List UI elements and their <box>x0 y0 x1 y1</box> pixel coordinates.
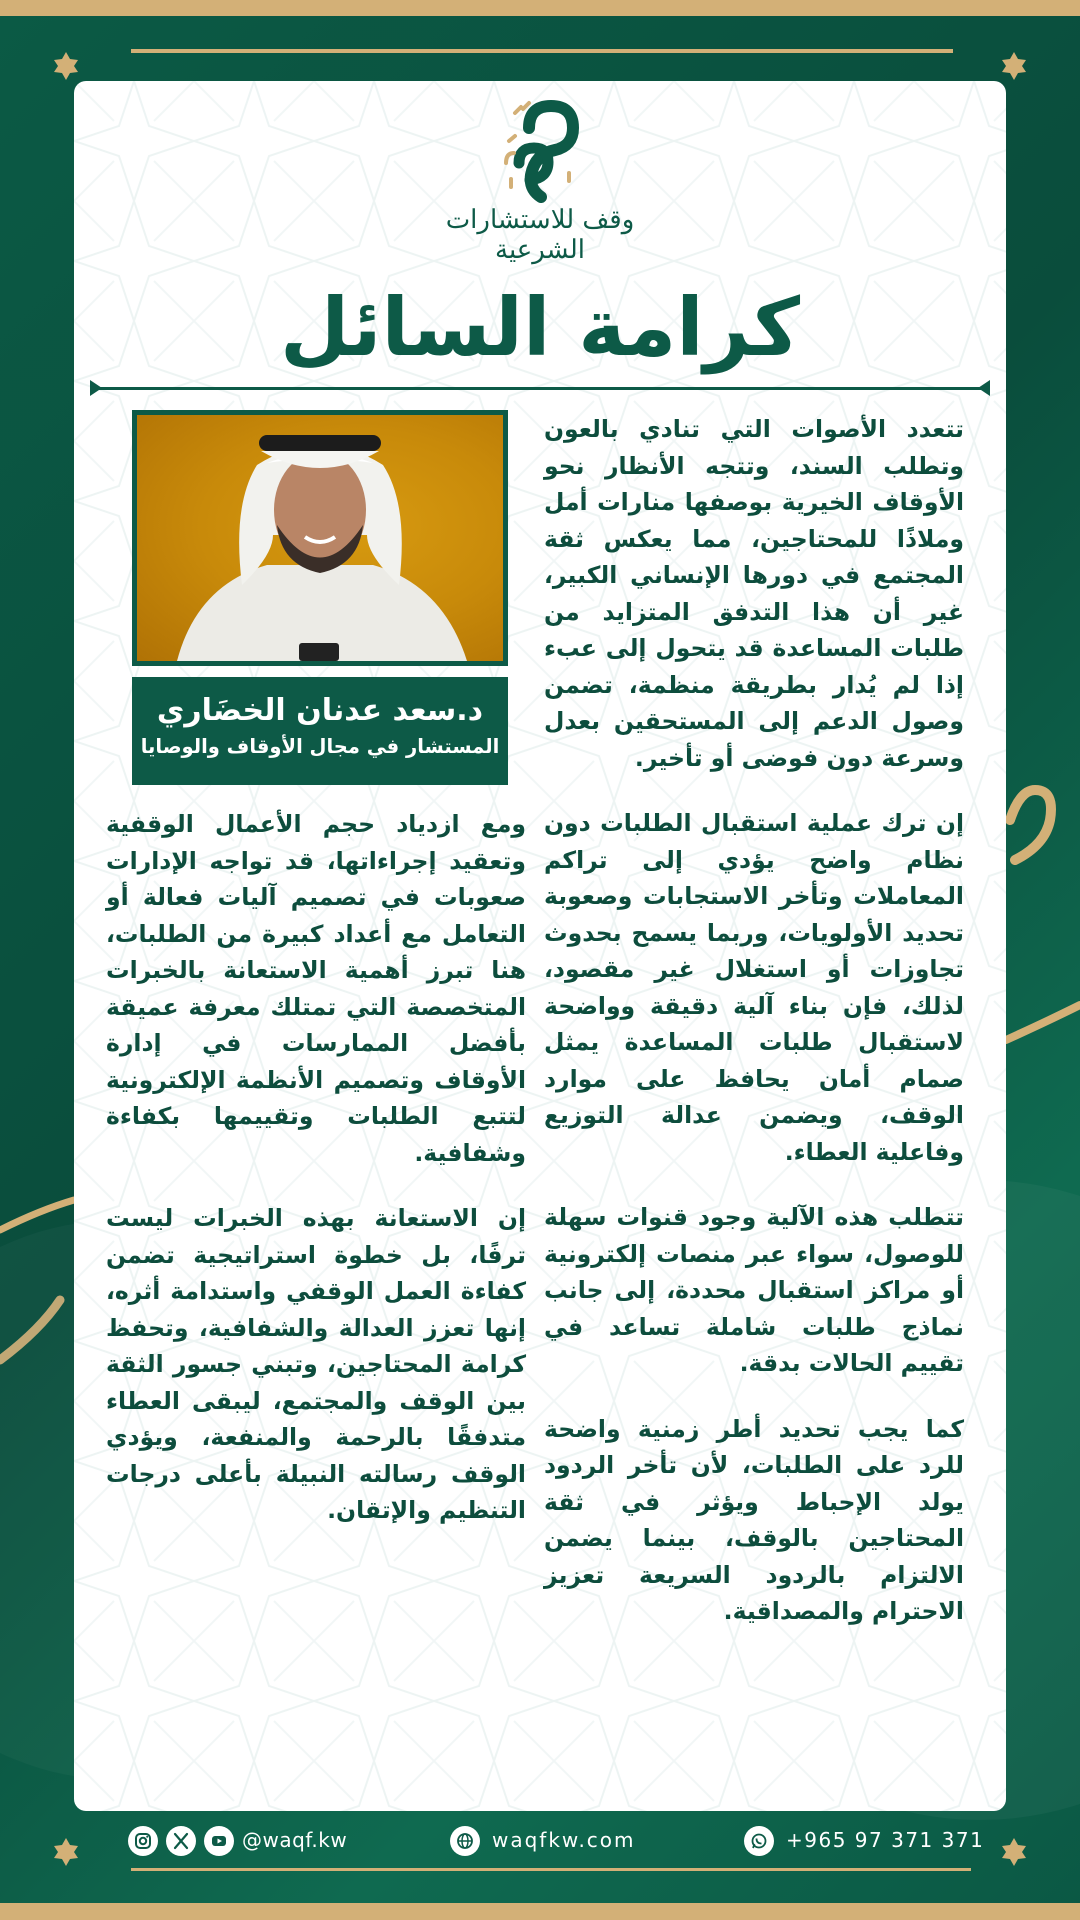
star-ornament-icon <box>52 52 80 80</box>
social-handle[interactable]: @waqf.kw <box>242 1828 348 1852</box>
author-nameplate <box>132 677 508 785</box>
top-gold-divider <box>131 49 953 53</box>
author-name: د.سعد عدنان الخضَاري <box>156 693 484 728</box>
logo-tagline: وقف للاستشارات الشرعية <box>445 205 635 265</box>
globe-icon <box>450 1826 480 1856</box>
bottom-gold-divider <box>131 1868 971 1871</box>
bottom-gold-band <box>0 1903 1080 1920</box>
paragraph: إن الاستعانة بهذه الخبرات ليست ترفًا، بل خطوة استراتيجية تضمن كفاءة العمل الوقفي واستدامة أثره، إنها تعزز العدالة والشفافية، وتحفظ كرامة المحتاجين، وتبني جسور الثقة بين الوقف والمجتمع، ليبقى العطاء متدفقًا بالرحمة والمنفعة، ويؤدي الوقف رسالته النبيلة بأعلى درجات التنظيم والإتقان. <box>106 1204 526 1524</box>
paragraph: تتطلب هذه الآلية وجود قنوات سهلة للوصول، سواء عبر منصات إلكترونية أو مراكز استقبال محددة، إلى جانب نماذج طلبات شاملة تساعد في تقييم الحالات بدقة. <box>544 1203 964 1377</box>
paragraph: ومع ازدياد حجم الأعمال الوقفية وتعقيد إجراءاتها، قد تواجه الإدارات صعوبات في تصميم آليات فعالة أو التعامل مع أعداد كبيرة من الطلبات، هنا تبرز أهمية الاستعانة بالخبرات المتخصصة التي تمتلك معرفة عميقة بأفضل الممارسات في إدارة الأوقاف وتصميم الأنظمة الإلكترونية لتتبع الطلبات وتقييمها بكفاءة وشفافية. <box>106 810 526 1167</box>
top-gold-band <box>0 0 1080 16</box>
paragraph: تتعدد الأصوات التي تنادي بالعون وتطلب السند، وتتجه الأنظار نحو الأوقاف الخيرية بوصفها منارات أمل وملاذًا للمحتاجين، مما يعكس ثقة المجتمع في دورها الإنساني الكبير، غير أن هذا التدفق المتزايد من طلبات المساعدة قد يتحول إلى عبء إذا لم يُدار بطريقة منظمة، تضمن وصول الدعم إلى المستحقين بعدل وسرعة دون فوضى أو تأخير. <box>544 415 964 772</box>
title-divider <box>94 387 986 390</box>
waqf-logo <box>419 93 661 263</box>
author-role: المستشار في مجال الأوقاف والوصايا <box>140 735 500 758</box>
article-column-right <box>544 411 964 1659</box>
whatsapp-icon <box>744 1826 774 1856</box>
youtube-icon[interactable] <box>204 1826 234 1856</box>
paragraph: إن ترك عملية استقبال الطلبات دون نظام واضح يؤدي إلى تراكم المعاملات وتأخر الاستجابات وصعوبة تحديد الأولويات، وربما يسمح بحدوث تجاوزات أو استغلال غير مقصود، لذلك، فإن بناء آلية دقيقة وواضحة لاستقبال طلبات المساعدة يمثل صمام أمان يحافظ على موارد الوقف، ويضمن عدالة التوزيع وفاعلية العطاء. <box>544 809 964 1166</box>
website-link[interactable]: waqfkw.com <box>492 1828 636 1852</box>
article-column-left <box>106 806 526 1558</box>
author-photo <box>132 410 508 666</box>
phone-number[interactable]: +965 97 371 371 <box>786 1828 985 1852</box>
instagram-icon[interactable] <box>128 1826 158 1856</box>
waqf-logo-mark-icon <box>419 93 661 203</box>
paragraph: كما يجب تحديد أطر زمنية واضحة للرد على الطلبات، لأن تأخر الردود يولد الإحباط ويؤثر في ثقة المحتاجين بالوقف، بينما يضمن الالتزام بالردود السريعة تعزيز الاحترام والمصداقية. <box>544 1414 964 1625</box>
author-portrait-illustration <box>137 415 503 661</box>
footer-contact-bar <box>0 1822 1080 1862</box>
article-card <box>74 81 1006 1811</box>
star-ornament-icon <box>1000 52 1028 80</box>
article-title: كرامة السائل <box>280 281 800 374</box>
x-icon[interactable] <box>166 1826 196 1856</box>
